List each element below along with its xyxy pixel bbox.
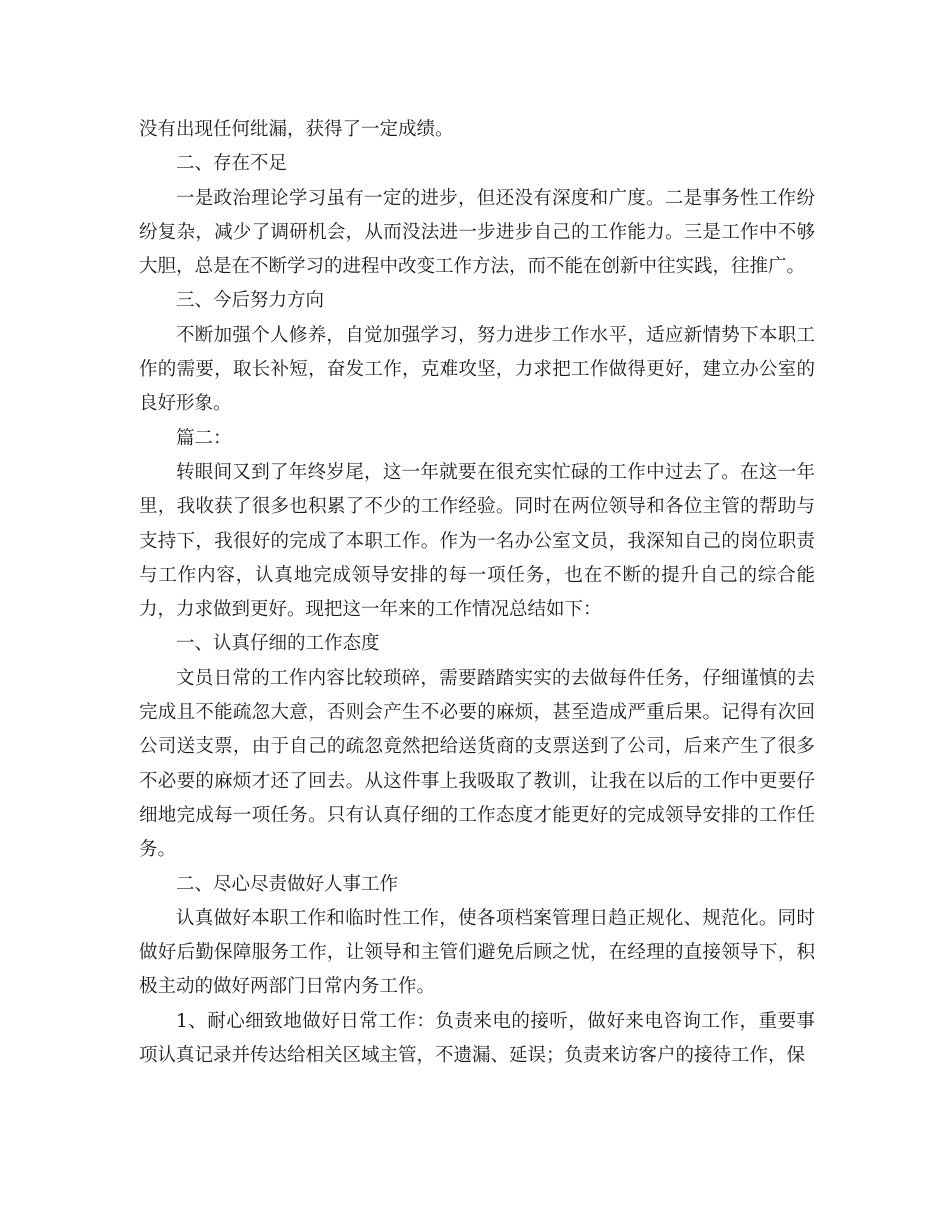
section-heading-future-direction: 三、今后努力方向 [176,290,325,312]
paragraph-intro: 转眼间又到了年终岁尾，这一年就要在很充实忙碌的工作中过去了。在这一年里，我收获了很多也积累了不少的工作经验。同时在两位领导和各位主管的帮助与支持下，我很好的完成了本职工作。作为一名办公室文员，我深知自己的岗位职责与工作内容，认真地完成领导安排的每一项任务，也在不断的提升自己的综合能力，力求做到更好。现把这一年来的工作情况总结如下： [139,461,815,621]
paragraph-daily-work: 1、耐心细致地做好日常工作：负责来电的接听，做好来电咨询工作，重要事项认真记录并传达给相关区域主管，不遗漏、延误；负责来访客户的接待工作，保 [139,1010,815,1067]
paragraph-attitude: 文员日常的工作内容比较琐碎，需要踏踏实实的去做每件任务，仔细谨慎的去完成且不能疏忽大意，否则会产生不必要的麻烦，甚至造成严重后果。记得有次回公司送支票，由于自己的疏忽竟然把给送货商的支票送到了公司，后来产生了很多不必要的麻烦才还了回去。从这件事上我吸取了教训，让我在以后的工作中更要仔细地完成每一项任务。只有认真仔细的工作态度才能更好的完成领导安排的工作任务。 [139,667,815,861]
section-heading-attitude: 一、认真仔细的工作态度 [176,633,380,655]
article-heading-part-two: 篇二： [176,427,232,449]
paragraph-future-direction: 不断加强个人修养，自觉加强学习，努力进步工作水平，适应新情势下本职工作的需要，取长补短，奋发工作，克难攻坚，力求把工作做得更好，建立办公室的良好形象。 [139,324,815,415]
paragraph-shortcomings: 一是政治理论学习虽有一定的进步，但还没有深度和广度。二是事务性工作纷纷复杂，减少了调研机会，从而没法进一步进步自己的工作能力。三是工作中不够大胆，总是在不断学习的进程中改变工作方法，而不能在创新中往实践，往推广。 [139,187,815,278]
paragraph-continuation: 没有出现任何纰漏，获得了一定成绩。 [139,119,454,140]
document-page [139,113,815,1073]
section-heading-personnel: 二、尽心尽责做好人事工作 [176,873,399,895]
section-heading-shortcomings: 二、存在不足 [176,153,288,175]
paragraph-personnel: 认真做好本职工作和临时性工作，使各项档案管理日趋正规化、规范化。同时做好后勤保障服务工作，让领导和主管们避免后顾之忧，在经理的直接领导下，积极主动的做好两部门日常内务工作。 [139,907,815,998]
